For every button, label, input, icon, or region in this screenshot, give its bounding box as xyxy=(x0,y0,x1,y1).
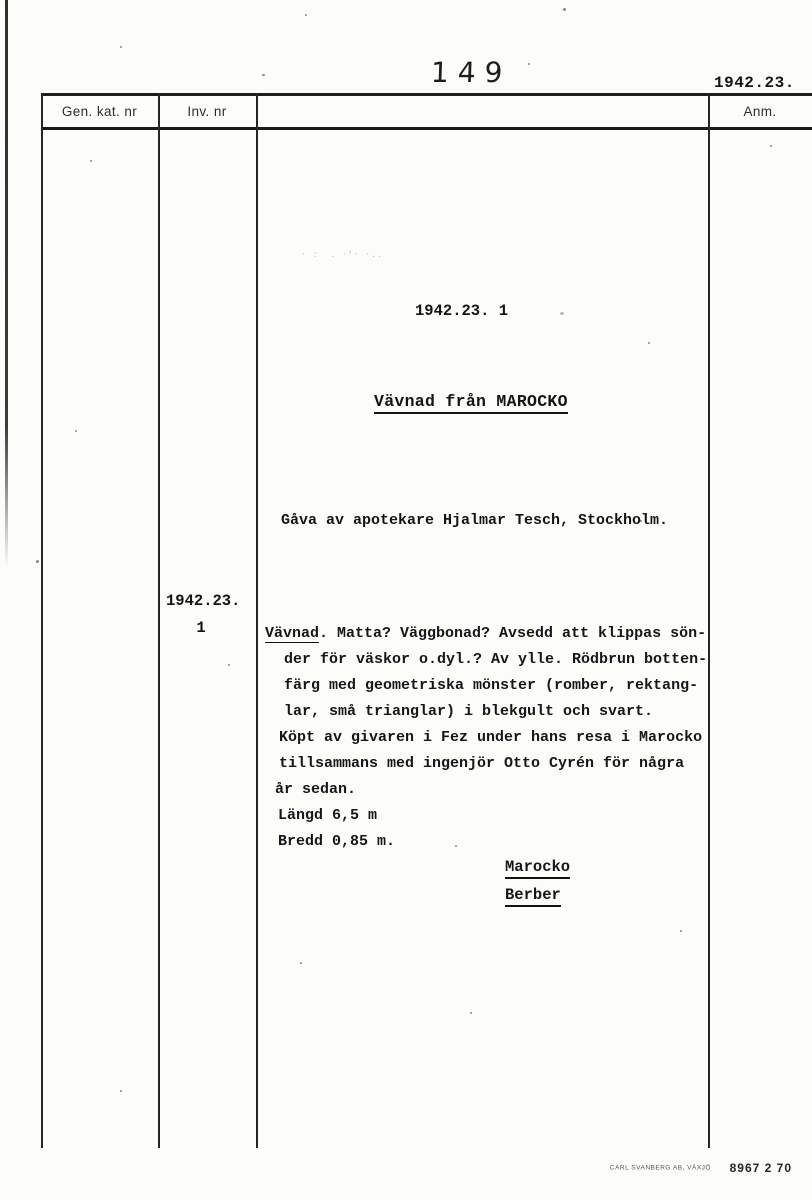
printer-footer xyxy=(392,1159,792,1177)
scan-edge-artifact xyxy=(5,0,8,568)
description-line: Bredd 0,85 m. xyxy=(278,833,396,850)
inventory-number-year: 1942.23. xyxy=(166,592,241,610)
speck xyxy=(120,46,122,48)
description-lead-rest: . Matta? Väggbonad? Avsedd att klippas sön- xyxy=(319,625,707,642)
description-line: tillsammans med ingenjör Otto Cyrén för några xyxy=(279,755,685,772)
speck xyxy=(36,560,39,563)
speck xyxy=(680,930,682,932)
handwritten-page-number: 149 xyxy=(430,56,513,89)
inventory-number-item: 1 xyxy=(196,619,206,637)
provenance-line: Gåva av apotekare Hjalmar Tesch, Stockholm. xyxy=(281,512,669,529)
speck xyxy=(560,312,564,315)
speck xyxy=(75,430,77,432)
entry-number-heading: 1942.23. 1 xyxy=(415,302,509,320)
speck xyxy=(563,8,566,11)
description-line: Längd 6,5 m xyxy=(278,807,378,824)
description-block xyxy=(265,621,725,855)
speck xyxy=(120,1090,122,1092)
description-line: år sedan. xyxy=(275,781,357,798)
form-header-rule xyxy=(41,127,812,130)
form-left-border xyxy=(41,93,43,1148)
entry-title: Vävnad från MAROCKO xyxy=(374,392,568,414)
catalog-reference: 1942.23. xyxy=(714,74,795,92)
speck xyxy=(528,63,530,65)
speck xyxy=(300,962,302,964)
form-divider-gen-inv xyxy=(158,93,160,1148)
column-header-anm: Anm. xyxy=(743,104,777,119)
speck xyxy=(90,160,92,162)
speck xyxy=(305,14,307,16)
speck xyxy=(770,145,772,147)
form-divider-inv-main xyxy=(256,93,258,1148)
form-top-rule xyxy=(41,93,812,96)
form-code: 8967 2 70 xyxy=(729,1160,792,1175)
keyword-ethnic-group: Berber xyxy=(505,886,561,907)
description-line: der för väskor o.dyl.? Av ylle. Rödbrun botten- xyxy=(284,651,708,668)
keyword-region: Marocko xyxy=(505,858,570,879)
column-header-gen-kat-nr: Gen. kat. nr xyxy=(61,104,138,119)
pencil-smudge: · : . ·'· ·.. xyxy=(302,250,384,260)
speck xyxy=(228,664,230,666)
description-line xyxy=(265,621,725,647)
description-lead-word: Vävnad xyxy=(265,625,320,642)
printer-name: CARL SVANBERG AB, VÄXJÖ xyxy=(609,1164,711,1172)
speck xyxy=(470,1012,472,1014)
description-line: färg med geometriska mönster (romber, rektang- xyxy=(284,677,699,694)
speck xyxy=(648,342,650,344)
speck xyxy=(262,74,265,76)
column-header-inv-nr: Inv. nr xyxy=(187,104,227,119)
description-line: lar, små trianglar) i blekgult och svart. xyxy=(284,703,654,720)
description-line: Köpt av givaren i Fez under hans resa i Marocko xyxy=(279,729,703,746)
